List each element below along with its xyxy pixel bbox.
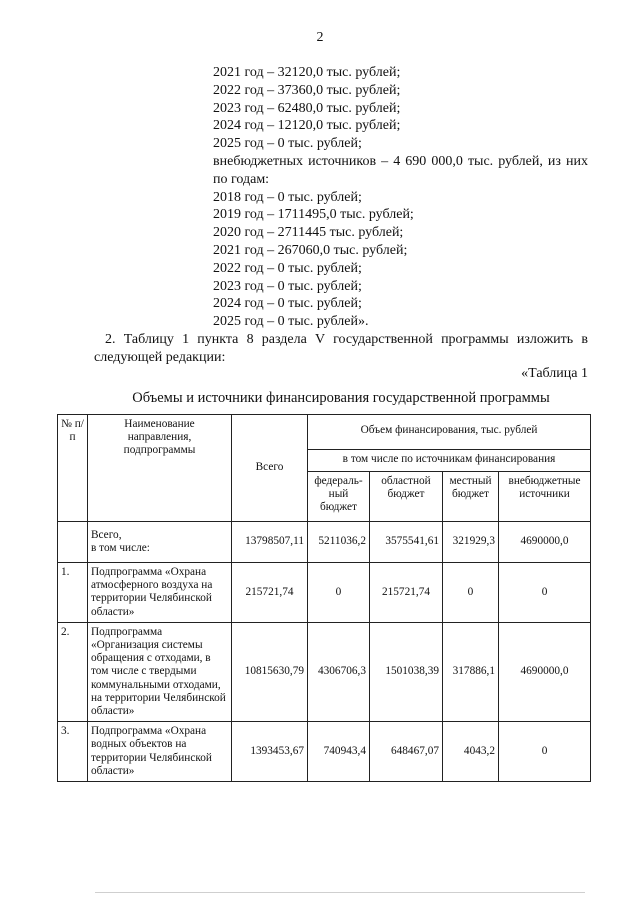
cell-local: 321929,3 (443, 522, 499, 563)
year-line: 2019 год – 1711495,0 тыс. рублей; (213, 207, 414, 223)
cell-regional: 215721,74 (370, 563, 443, 623)
year-line: 2025 год – 0 тыс. рублей». (213, 314, 369, 330)
cell-name: Подпрограмма «Организация системы обращения с отходами, в том числе с твердыми коммунальными отходами, на территории Челябинской области» (88, 622, 232, 721)
table-row (58, 622, 591, 721)
header-num: № п/п (58, 415, 88, 522)
cell-extra: 0 (499, 563, 591, 623)
cell-local: 0 (443, 563, 499, 623)
year-line: 2020 год – 2711445 тыс. рублей; (213, 225, 404, 241)
year-line: 2022 год – 0 тыс. рублей; (213, 260, 362, 276)
year-line: 2024 год – 12120,0 тыс. рублей; (213, 118, 401, 134)
header-volume: Объем финансирования, тыс. рублей (308, 415, 591, 450)
header-regional: областной бюджет (370, 471, 443, 521)
cell-num: 2. (58, 622, 88, 721)
header-federal: федераль-ный бюджет (308, 471, 370, 521)
cell-num: 3. (58, 722, 88, 782)
cell-federal: 4306706,3 (308, 622, 370, 721)
cell-total: 10815630,79 (232, 622, 308, 721)
cell-extra: 4690000,0 (499, 622, 591, 721)
cell-local: 317886,1 (443, 622, 499, 721)
cell-federal: 0 (308, 563, 370, 623)
cell-num: 1. (58, 563, 88, 623)
cell-name: Всего, в том числе: (88, 522, 232, 563)
cell-total: 215721,74 (232, 563, 308, 623)
header-local: местный бюджет (443, 471, 499, 521)
cell-extra: 0 (499, 722, 591, 782)
cell-name: Подпрограмма «Охрана водных объектов на территории Челябинской области» (88, 722, 232, 782)
cell-regional: 648467,07 (370, 722, 443, 782)
table-row (58, 563, 591, 623)
footer-divider (95, 892, 585, 893)
header-extra: внебюджетные источники (499, 471, 591, 521)
header-total: Всего (232, 415, 308, 522)
cell-federal: 740943,4 (308, 722, 370, 782)
amendment-paragraph (94, 331, 588, 367)
year-line: 2021 год – 267060,0 тыс. рублей; (213, 242, 408, 258)
cell-federal: 5211036,2 (308, 522, 370, 563)
header-by-source: в том числе по источникам финансирования (308, 449, 591, 471)
cell-local: 4043,2 (443, 722, 499, 782)
header-name-text: Наименование направления, подпрограммы (123, 418, 196, 457)
cell-num (58, 522, 88, 563)
table-title: Объемы и источники финансирования государственной программы (132, 390, 550, 406)
table-row (58, 522, 591, 563)
year-line: 2023 год – 0 тыс. рублей; (213, 278, 362, 294)
header-name (88, 415, 232, 522)
cell-regional: 1501038,39 (370, 622, 443, 721)
cell-extra: 4690000,0 (499, 522, 591, 563)
table-reference: «Таблица 1 (521, 366, 588, 381)
funding-by-year-list (213, 64, 588, 331)
table-row (58, 722, 591, 782)
table-header-row (58, 415, 591, 450)
cell-regional: 3575541,61 (370, 522, 443, 563)
amendment-text: 2. Таблицу 1 пункта 8 раздела V государственной программы изложить в следующей редакции: (94, 332, 588, 365)
year-line: 2021 год – 32120,0 тыс. рублей; (213, 65, 401, 80)
cell-name: Подпрограмма «Охрана атмосферного воздуха на территории Челябинской области» (88, 563, 232, 623)
page-number: 2 (316, 30, 324, 45)
cell-total: 1393453,67 (232, 722, 308, 782)
year-line: 2023 год – 62480,0 тыс. рублей; (213, 100, 401, 116)
year-line: 2024 год – 0 тыс. рублей; (213, 296, 362, 312)
extrabudget-line: внебюджетных источников – 4 690 000,0 тыс. рублей, из них по годам: (213, 153, 588, 187)
cell-total: 13798507,11 (232, 522, 308, 563)
year-line: 2022 год – 37360,0 тыс. рублей; (213, 82, 401, 98)
financing-table (57, 414, 591, 782)
year-line: 2018 год – 0 тыс. рублей; (213, 189, 362, 205)
year-line: 2025 год – 0 тыс. рублей; (213, 136, 362, 152)
